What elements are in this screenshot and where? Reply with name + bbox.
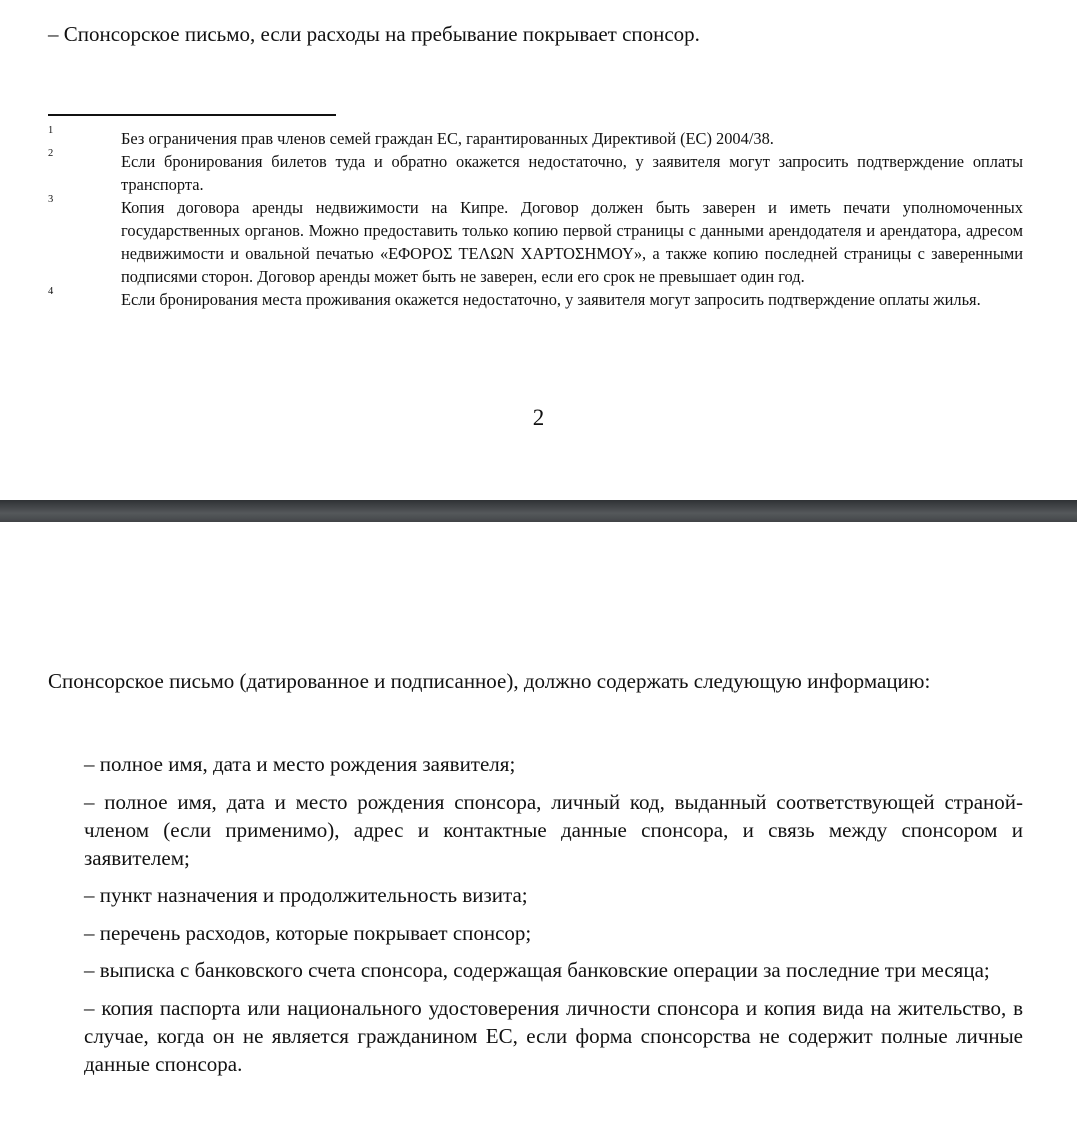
footnote-1 <box>48 127 1023 150</box>
list-item: – полное имя, дата и место рождения заявителя; <box>84 752 516 776</box>
footnote-2 <box>48 150 1023 196</box>
page-number: 2 <box>532 405 545 430</box>
footnote-text: Копия договора аренды недвижимости на Кипре. Договор должен быть заверен и иметь печати уполномоченных государственных органов. Можно предоставить только копию первой страницы с данными арендодателя и арендатора, адресом недвижимости и овальной печатью «ΕΦΟΡΟΣ ΤΕΛΩΝ ΧΑΡΤΟΣΗΜΟΥ», а также копию последней страницы с заверенными подписями сторон. Договор аренды может быть не заверен, если его срок не превышает один год. <box>121 198 1023 286</box>
footnote-3 <box>48 196 1023 288</box>
footnote-number: 1 <box>48 125 54 136</box>
list-item: – выписка с банковского счета спонсора, содержащая банковские операции за последние три месяца; <box>84 958 990 982</box>
sponsor-letter-intro: Спонсорское письмо (датированное и подписанное), должно содержать следующую информацию: <box>48 669 931 693</box>
list-item: – перечень расходов, которые покрывает спонсор; <box>84 920 532 945</box>
footnote-4 <box>48 288 1023 311</box>
footnote-number: 3 <box>48 194 54 205</box>
footnotes-section <box>48 127 1023 311</box>
list-item: – полное имя, дата и место рождения спонсора, личный код, выданный соответствующей страной-членом (если применимо), адрес и контактные данные спонсора, и связь между спонсором и заявителем; <box>84 789 1023 870</box>
footnote-text: Если бронирования места проживания окажется недостаточно, у заявителя могут запросить подтверждение оплаты жилья. <box>121 290 981 309</box>
list-item: – копия паспорта или национального удостоверения личности спонсора и копия вида на жительство, в случае, когда он не является гражданином ЕС, если форма спонсорства не содержит полные личные данные спонсора. <box>84 995 1023 1076</box>
page-separator-bar <box>0 500 1077 522</box>
footnote-text: Если бронирования билетов туда и обратно окажется недостаточно, у заявителя могут запросить подтверждение оплаты транспорта. <box>121 152 1023 194</box>
footnote-separator-rule <box>48 114 336 116</box>
sponsor-letter-bullet: – Спонсорское письмо, если расходы на пребывание покрывает спонсор. <box>48 22 700 46</box>
footnote-number: 4 <box>48 286 54 297</box>
list-item: – пункт назначения и продолжительность визита; <box>84 883 528 907</box>
sponsor-letter-requirements-list <box>84 750 1023 1087</box>
footnote-text: Без ограничения прав членов семей граждан ЕС, гарантированных Директивой (ЕС) 2004/38. <box>121 129 774 148</box>
footnote-number: 2 <box>48 148 54 159</box>
document-page-2 <box>0 0 1077 500</box>
